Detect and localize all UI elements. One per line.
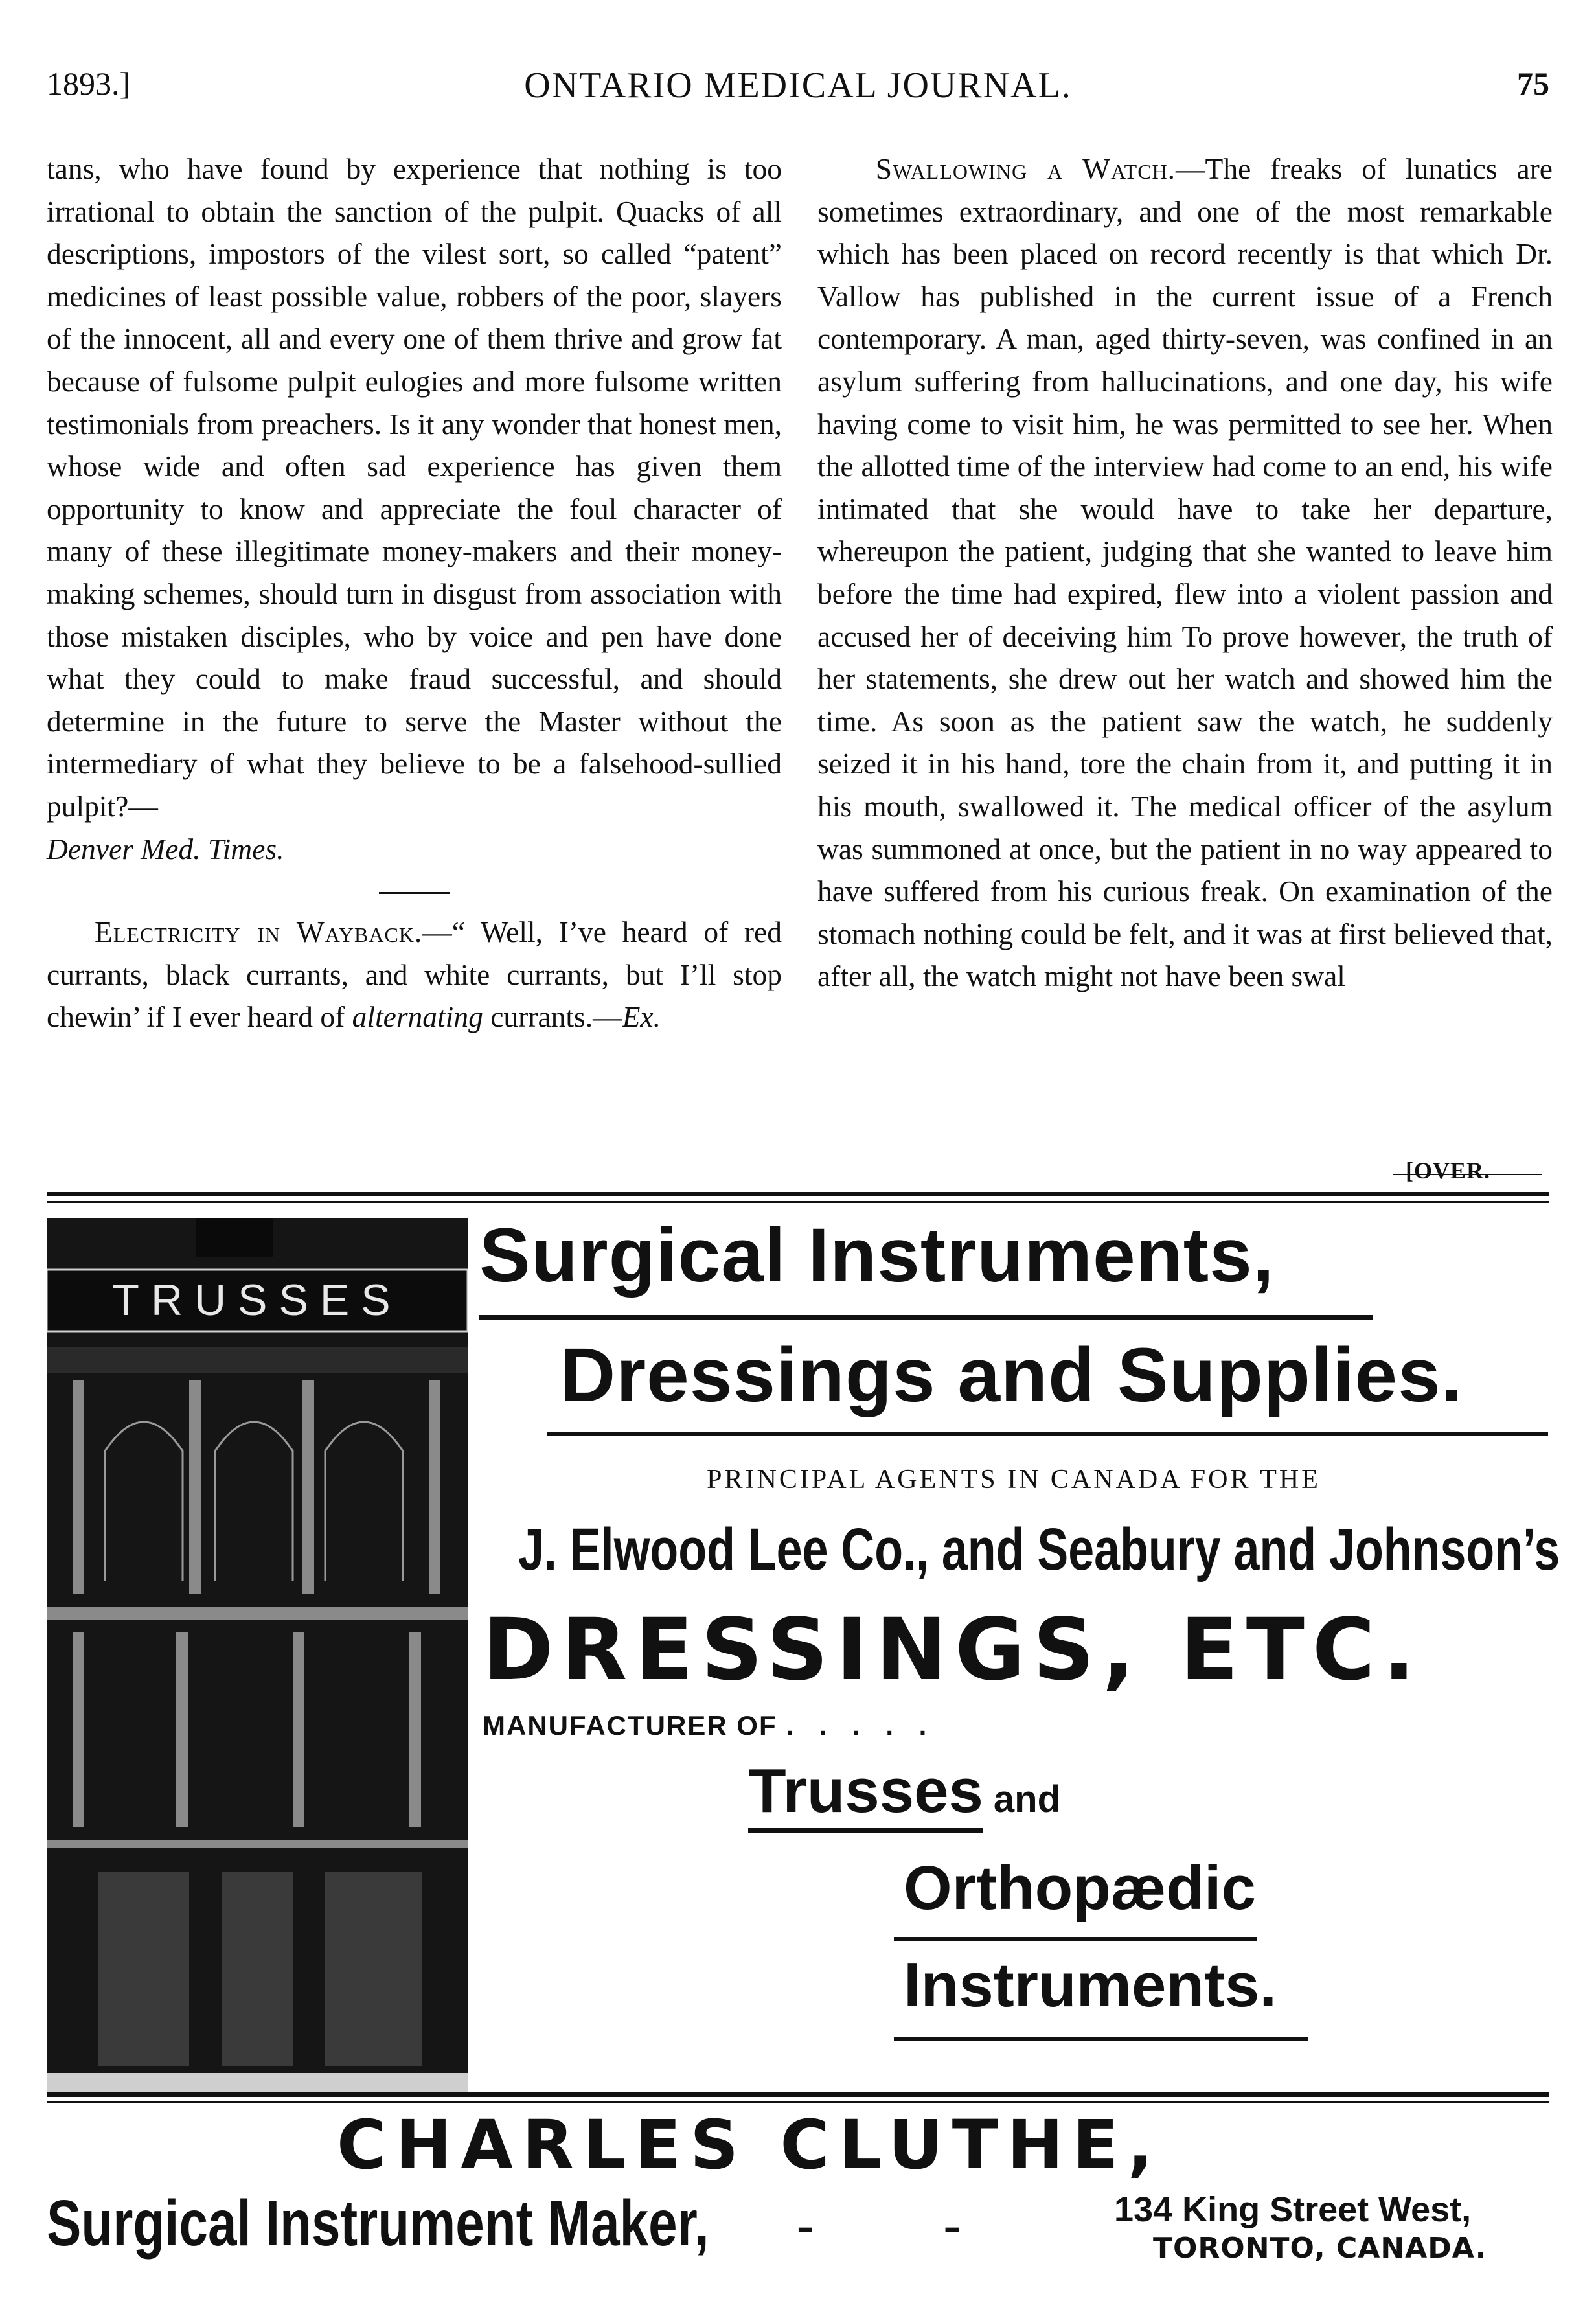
- ad-heading-surgical: Surgical Instruments,: [479, 1213, 1275, 1298]
- journal-title: ONTARIO MEDICAL JOURNAL.: [524, 65, 1072, 106]
- ad-middle-thin-rule: [47, 2101, 1549, 2103]
- watch-text: —The freaks of lunatics are sometimes extraordinary, and one of the most remarkable which has been placed on record recently is that which Dr. Vallow has published in the current issue of a French contemporary. A man, aged thirty-seven, was confined in an asylum suffering from hallucinations, and one day, his wife having come to visit him, he was permitted to see her. When the allotted time of the interview had come to an end, his wife intimated that she would have to take her departure, whereupon the patient, judging that she wanted to leave him before the time had expired, flew into a violent passion and accused her of deceiving him To prove however, the truth of her statements, she drew out her watch and showed him the time. As soon as the patient saw the watch, he suddenly seized it in his hand, tore the chain from it, and putting it in his mouth, swallowed it. The medical officer of the asylum was summoned at once, but the patient in no way appeared to have suffered from his curious freak. On examination of the stomach nothing could be felt, and it was at first believed that, after all, the watch might not have been swal: [817, 152, 1553, 993]
- watch-paragraph: [817, 148, 1553, 998]
- ad-address-city: TORONTO, CANADA.: [1153, 2232, 1487, 2265]
- ad-dashes: - -: [797, 2197, 1020, 2254]
- ad-ortho-rule: [894, 1937, 1257, 1941]
- page-number: 75: [1517, 65, 1549, 102]
- ad-manufacturer-dots: . . . . .: [786, 1710, 936, 1741]
- right-column: [817, 148, 1553, 998]
- ad-manufacturer-line: [483, 1710, 935, 1741]
- ad-instruments: Instruments.: [904, 1951, 1277, 2020]
- quacks-source: Denver Med. Times.: [47, 832, 284, 865]
- ad-manufacturer-label: MANUFACTURER OF: [483, 1710, 777, 1741]
- ad-address-street: 134 King Street West,: [1114, 2190, 1472, 2229]
- ad-trusses-line: [748, 1756, 1060, 1827]
- section-divider: [379, 892, 450, 894]
- ad-instruments-rule: [894, 2037, 1308, 2041]
- left-column: [47, 148, 782, 1038]
- ad-middle-rule: [47, 2092, 1549, 2097]
- electricity-text-post: currants.—: [483, 1000, 622, 1034]
- ad-top-rule: [47, 1192, 1549, 1196]
- ad-agents-line: PRINCIPAL AGENTS IN CANADA FOR THE: [707, 1465, 1321, 1494]
- ad-heading-rule-2: [547, 1432, 1548, 1436]
- ad-occupation: Surgical Instrument Maker,: [47, 2187, 709, 2260]
- ad-orthopaedic: Orthopædic: [904, 1853, 1256, 1923]
- ad-heading-rule-1: [479, 1315, 1373, 1320]
- ad-trusses: Trusses: [748, 1756, 983, 1833]
- electricity-text-pre: —“ Well, I’ve heard of red currants, black currants, and white currants, but I’ll stop chewin’ if I ever heard of: [47, 915, 782, 1034]
- electricity-italic-word: alternating: [352, 1000, 483, 1034]
- header-date: 1893.]: [47, 65, 131, 102]
- ad-heading-dressings: Dressings and Supplies.: [560, 1333, 1463, 1418]
- watch-title: Swallowing a Watch.: [875, 152, 1176, 185]
- page-header: [47, 65, 1549, 123]
- storefront-illustration: [47, 1218, 468, 2092]
- ad-dressings-etc: DRESSINGS, ETC.: [483, 1600, 1423, 1700]
- storefront-sign: TRUSSES: [112, 1276, 402, 1325]
- electricity-paragraph: [47, 911, 782, 1038]
- quacks-text: tans, who have found by experience that nothing is too irrational to obtain the sanction of the pulpit. Quacks of all descriptions, impostors of the vilest sort, so called “patent” medicines of least possible value, robbers of the poor, slayers of the innocent, all and every one of them thrive and grow fat because of fulsome pulpit eulogies and more fulsome written testimonials from preachers. Is it any wonder that honest men, whose wide and often sad experience has given them opportunity to know and appreciate the foul character of many of these illegitimate money-makers and their money-making schemes, should turn in disgust from association with those mistaken disciples, who by voice and pen have done what they could to make fraud successful, and should determine in the future to serve the Master without the intermediary of what they believe to be a falsehood-sullied pulpit?—: [47, 152, 782, 823]
- ad-companies: J. Elwood Lee Co., and Seabury and Johnson’s: [518, 1517, 1560, 1583]
- ad-and: and: [993, 1778, 1061, 1820]
- ad-top-thin-rule: [47, 1201, 1549, 1203]
- electricity-title: Electricity in Wayback.: [95, 915, 423, 949]
- quacks-paragraph: [47, 148, 782, 870]
- electricity-source: Ex.: [622, 1000, 661, 1034]
- continued-marker: [OVER.: [1406, 1158, 1490, 1184]
- ad-maker-name: CHARLES CLUTHE,: [337, 2105, 1163, 2184]
- storefront-engraving: [47, 1218, 468, 2092]
